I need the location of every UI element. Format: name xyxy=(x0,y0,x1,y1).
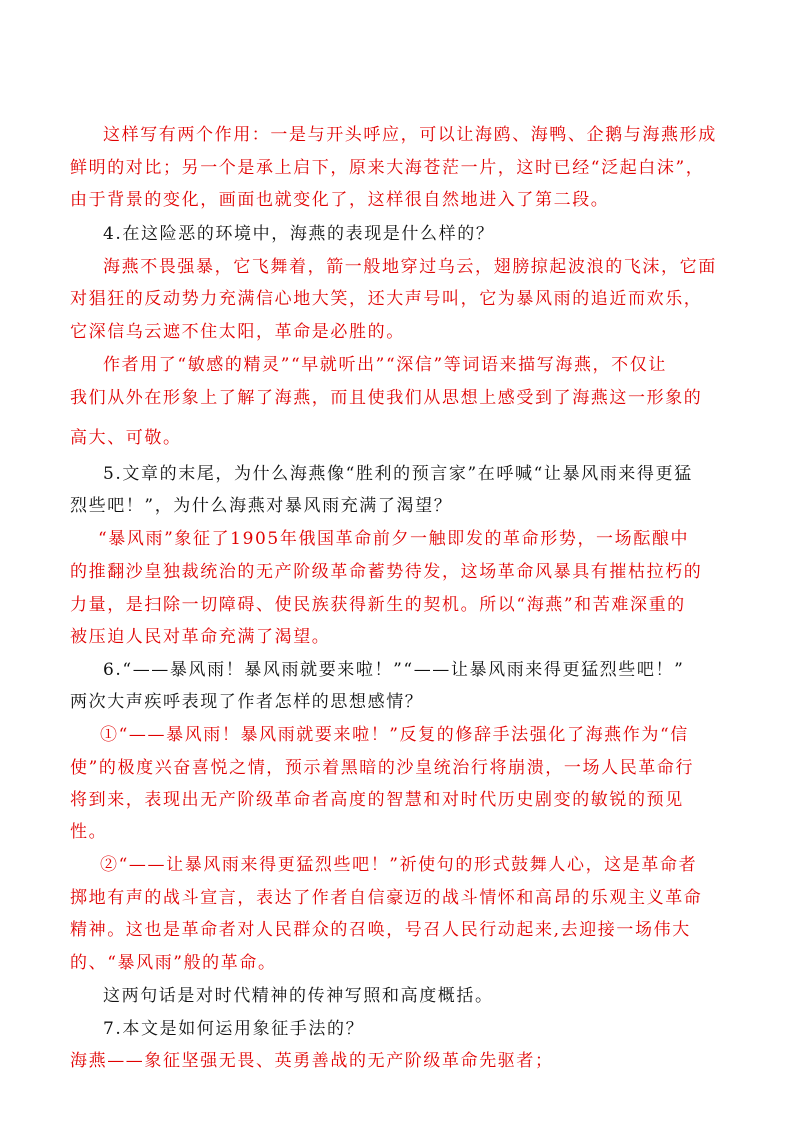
text-line: ②“——让暴风雨来得更猛烈些吧！”祈使句的形式鼓舞人心，这是革命者 xyxy=(100,855,698,875)
text-line: 被压迫人民对革命充满了渴望。 xyxy=(70,627,331,647)
question-line: 4.在这险恶的环境中，海燕的表现是什么样的？ xyxy=(103,224,495,244)
text-line: 这两句话是对时代精神的传神写照和高度概括。 xyxy=(103,986,494,1006)
question-line: 5.文章的末尾，为什么海燕像“胜利的预言家”在呼喊“让暴风雨来得更猛 xyxy=(103,464,693,484)
text-line: 海燕——象征坚强无畏、英勇善战的无产阶级革命先驱者； xyxy=(70,1051,554,1071)
question-line: 两次大声疾呼表现了作者怎样的思想感情？ xyxy=(70,692,424,712)
text-line: ①“——暴风雨！暴风雨就要来啦！”反复的修辞手法强化了海燕作为“信 xyxy=(100,725,689,745)
text-line: 精神。这也是革命者对人民群众的召唤，号召人民行动起来,去迎接一场伟大 xyxy=(70,920,691,940)
text-line: 性。 xyxy=(70,822,108,842)
text-line: 海燕不畏强暴，它飞舞着，箭一般地穿过乌云，翅膀掠起波浪的飞沫，它面 xyxy=(103,257,717,277)
text-line: 对猖狂的反动势力充满信心地大笑，还大声号叫，它为暴风雨的追近而欢乐， xyxy=(70,289,703,309)
text-line: “暴风雨”象征了1905年俄国革命前夕一触即发的革命形势，一场酝酿中 xyxy=(98,529,690,549)
text-line: 高大、可敬。 xyxy=(70,428,182,448)
text-line: 使”的极度兴奋喜悦之情，预示着黑暗的沙皇统治行将崩溃，一场人民革命行 xyxy=(70,758,695,778)
text-line: 这样写有两个作用：一是与开头呼应，可以让海鸥、海鸭、企鹅与海燕形成 xyxy=(103,125,717,145)
text-line: 的推翻沙皇独裁统治的无产阶级革命蓄势待发，这场革命风暴具有摧枯拉朽的 xyxy=(70,562,703,582)
text-line: 的、“暴风雨”般的革命。 xyxy=(70,953,277,973)
question-line: 7.本文是如何运用象征手法的？ xyxy=(103,1019,365,1039)
question-line: 6.“——暴风雨！暴风雨就要来啦！”“——让暴风雨来得更猛烈些吧！” xyxy=(103,660,685,680)
text-line: 掷地有声的战斗宣言，表达了作者自信豪迈的战斗情怀和高昂的乐观主义革命 xyxy=(70,888,703,908)
text-line: 鲜明的对比；另一个是承上启下，原来大海苍茫一片，这时已经“泛起白沫”， xyxy=(70,158,705,178)
text-line: 它深信乌云遮不住太阳，革命是必胜的。 xyxy=(70,322,405,342)
text-line: 将到来，表现出无产阶级革命者高度的智慧和对时代历史剧变的敏锐的预见 xyxy=(70,790,684,810)
text-line: 由于背景的变化，画面也就变化了，这样很自然地进入了第二段。 xyxy=(70,190,610,210)
question-line: 烈些吧！”，为什么海燕对暴风雨充满了渴望？ xyxy=(70,496,453,516)
text-line: 力量，是扫除一切障碍、使民族获得新生的契机。所以“海燕”和苦难深重的 xyxy=(70,595,686,615)
text-line: 我们从外在形象上了解了海燕，而且使我们从思想上感受到了海燕这一形象的 xyxy=(70,388,703,408)
text-line: 作者用了“敏感的精灵”“早就听出”“深信”等词语来描写海燕，不仅让 xyxy=(103,355,667,375)
